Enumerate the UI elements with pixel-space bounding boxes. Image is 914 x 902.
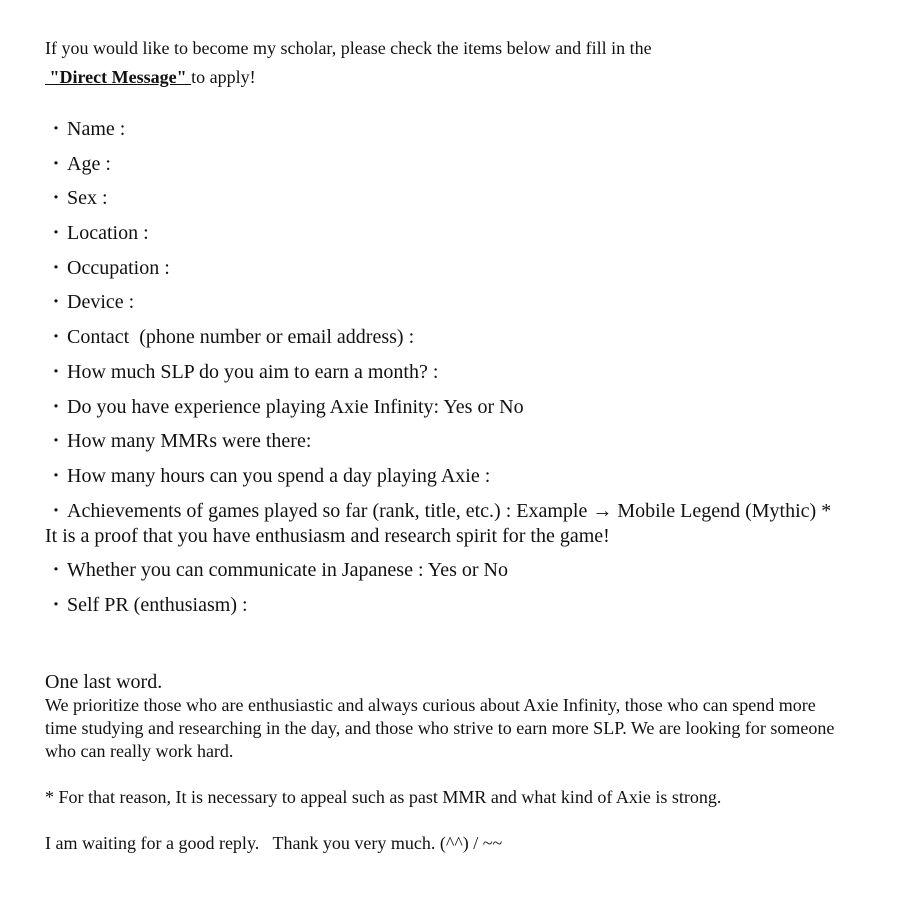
list-item-text: How many MMRs were there: [67, 430, 312, 453]
list-item-text: Device : [67, 291, 135, 314]
list-item [45, 325, 835, 350]
bullet-icon: ・ [47, 327, 65, 348]
list-item-text: Achievements of games played so far (rank, title, etc.) : Example → Mobile Legend (Mythic) * It is a proof that you have enthusiasm and research spirit for the game! [45, 499, 832, 547]
bullet-icon: ・ [47, 594, 65, 615]
bullet-icon: ・ [47, 119, 65, 139]
list-item [45, 256, 835, 281]
bullet-icon: ・ [47, 153, 65, 174]
closing-note: * For that reason, It is necessary to appeal such as past MMR and what kind of Axie is strong. [45, 787, 722, 807]
bullet-icon: ・ [47, 257, 65, 278]
list-item [45, 558, 835, 583]
list-item [45, 593, 835, 618]
bullet-icon: ・ [47, 361, 65, 382]
bullet-icon: ・ [47, 431, 65, 452]
list-item-text: Whether you can communicate in Japanese : Yes or No [67, 559, 508, 582]
direct-message-link[interactable]: "Direct Message" [45, 67, 192, 87]
list-item-text: Name : [67, 118, 126, 140]
bullet-icon: ・ [47, 560, 65, 581]
application-items-list [45, 117, 835, 628]
closing-thanks: I am waiting for a good reply. Thank you very much. (^^) / ~~ [45, 833, 503, 853]
list-item-text: How many hours can you spend a day playing Axie : [67, 464, 491, 487]
list-item [45, 395, 835, 420]
list-item [45, 499, 835, 549]
closing-section [45, 670, 845, 855]
list-item-text: Age : [67, 152, 111, 175]
bullet-icon: ・ [47, 292, 65, 313]
document-page [45, 34, 845, 853]
list-item [45, 186, 835, 211]
list-item-text: Location : [67, 222, 149, 245]
list-item [45, 464, 835, 489]
list-item [45, 152, 835, 177]
bullet-icon: ・ [47, 223, 65, 244]
list-item-text: Do you have experience playing Axie Infinity: Yes or No [67, 395, 524, 418]
list-item-text: Sex : [67, 187, 108, 210]
bullet-icon: ・ [47, 465, 65, 486]
intro-line2-suffix: to apply! [191, 67, 256, 87]
list-item [45, 117, 835, 142]
list-item-text: Occupation : [67, 256, 170, 279]
list-item [45, 221, 835, 246]
intro-line1: If you would like to become my scholar, please check the items below and fill in the [45, 38, 652, 58]
list-item-text: Contact (phone number or email address) : [67, 326, 415, 349]
list-item-text: How much SLP do you aim to earn a month? : [67, 360, 439, 383]
bullet-icon: ・ [47, 188, 65, 209]
list-item [45, 360, 835, 385]
list-item [45, 429, 835, 454]
closing-title: One last word. [45, 671, 163, 693]
bullet-icon: ・ [47, 500, 65, 521]
list-item [45, 290, 835, 315]
closing-body: We prioritize those who are enthusiastic and always curious about Axie Infinity, those who can spend more time studying and researching in the day, and those who strive to earn more SLP. We are looking for someone who can really work hard. [45, 695, 835, 761]
list-item-text: Self PR (enthusiasm) : [67, 593, 248, 616]
intro-paragraph [45, 34, 845, 92]
bullet-icon: ・ [47, 396, 65, 417]
